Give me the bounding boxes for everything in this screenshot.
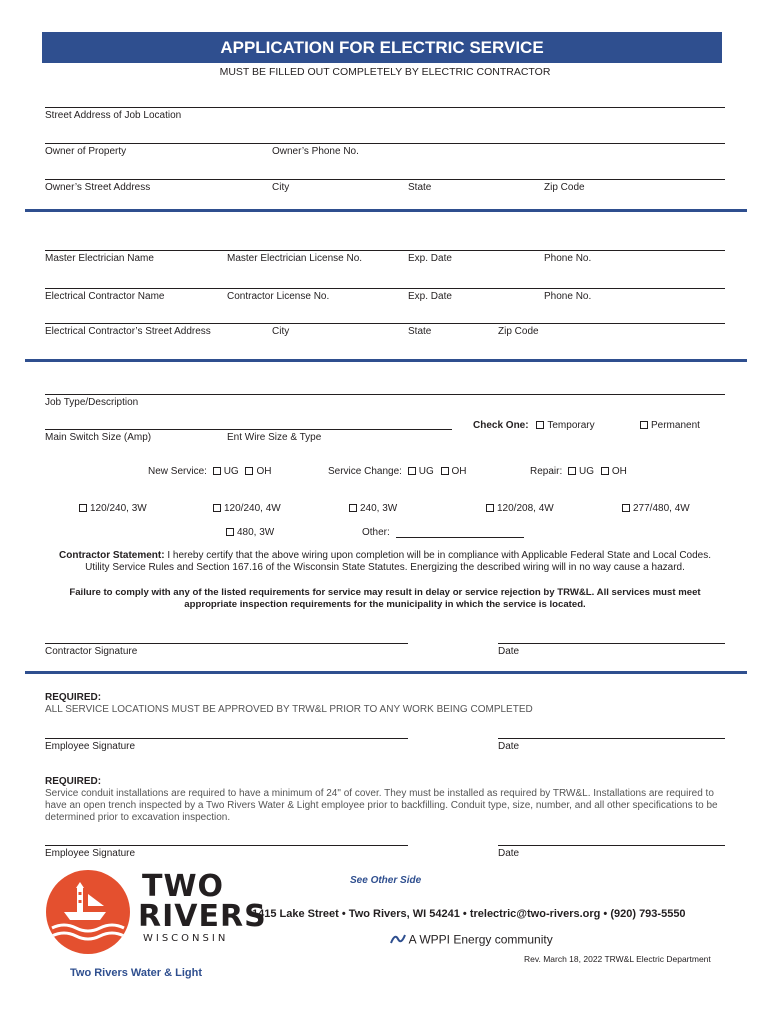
contractor-address-label: Electrical Contractor’s Street Address [45,326,211,337]
owner-street-field[interactable] [45,179,725,180]
employee-signature-label: Employee Signature [45,848,136,859]
voltage-option [349,503,397,514]
master-license-label: Master Electrician License No. [227,253,363,264]
wppi-text: A WPPI Energy community [408,932,553,947]
employee-date-label: Date [498,848,520,859]
contractor-state-label: State [408,326,432,337]
contractor-signature-field[interactable] [45,643,408,644]
failure-notice: appropriate inspection requirements for the municipality in which the service is located. [184,599,586,610]
main-switch-field[interactable] [45,429,452,430]
statement-label: Contractor Statement: [59,550,165,561]
employee-date-label: Date [498,741,520,752]
ug-label: UG [223,466,239,477]
voltage-checkbox[interactable] [213,504,221,512]
contractor-date-field[interactable] [498,643,725,644]
repair-oh-checkbox[interactable] [601,467,609,475]
voltage-checkbox[interactable] [226,528,234,536]
voltage-option [213,503,281,514]
section-divider [25,209,747,212]
master-name-label: Master Electrician Name [45,253,154,264]
main-switch-label: Main Switch Size (Amp) [45,432,152,443]
master-phone-label: Phone No. [544,253,592,264]
street-address-field[interactable] [45,107,725,108]
job-type-label: Job Type/Description [45,397,139,408]
owner-field[interactable] [45,143,725,144]
contractor-address-field[interactable] [45,323,725,324]
section-divider [25,359,747,362]
statement-line: I hereby certify that the above wiring upon completion will be in compliance with Applicable Federal State and Local Codes. [164,550,711,561]
revision-note: Rev. March 18, 2022 TRW&L Electric Department [524,954,711,964]
street-address-label: Street Address of Job Location [45,110,182,121]
required-notice-conduit [45,776,730,824]
owner-state-label: State [408,182,432,193]
contractor-city-label: City [272,326,290,337]
ent-wire-label: Ent Wire Size & Type [227,432,322,443]
voltage-checkbox[interactable] [622,504,630,512]
check-one-label: Check One: [473,420,529,431]
permanent-option [640,420,700,431]
temporary-checkbox[interactable] [536,421,544,429]
voltage-option [79,503,147,514]
new-service-oh-checkbox[interactable] [245,467,253,475]
owner-phone-label: Owner’s Phone No. [272,146,359,157]
contractor-phone-label: Phone No. [544,291,592,302]
logo-rivers: RIVERS [138,899,267,934]
section-divider [25,671,747,674]
statement-line: Utility Service Rules and Section 167.16 of the Wisconsin State Statutes. Energizing the described wiring will in no way cause a hazard. [85,562,685,573]
required-text: ALL SERVICE LOCATIONS MUST BE APPROVED BY TRW&L PRIOR TO ANY WORK BEING COMPLETED [45,704,533,715]
form-subtitle: MUST BE FILLED OUT COMPLETELY BY ELECTRIC CONTRACTOR [219,66,551,78]
employee-signature-field[interactable] [45,845,408,846]
contractor-row-field[interactable] [45,288,725,289]
owner-zip-label: Zip Code [544,182,585,193]
contractor-exp-label: Exp. Date [408,291,452,302]
temporary-label: Temporary [547,420,595,431]
required-notice-approval [45,692,730,716]
contractor-signature-label: Contractor Signature [45,646,138,657]
owner-label: Owner of Property [45,146,127,157]
owner-city-label: City [272,182,290,193]
voltage-checkbox[interactable] [349,504,357,512]
service-change-ug-checkbox[interactable] [408,467,416,475]
wppi-logo-icon [390,932,406,949]
employee-date-field[interactable] [498,738,725,739]
form-title: APPLICATION FOR ELECTRIC SERVICE [42,32,722,63]
new-service-label: New Service: [148,466,207,477]
oh-label: OH [451,466,467,477]
voltage-option [622,503,690,514]
service-change-label: Service Change: [328,466,402,477]
permanent-checkbox[interactable] [640,421,648,429]
contractor-statement [30,550,740,562]
logo-two: TWO [142,869,225,904]
voltage-label: 120/240, 4W [224,503,281,514]
voltage-label: 240, 3W [360,503,398,514]
logo-wisconsin: WISCONSIN [143,933,229,944]
employee-date-field[interactable] [498,845,725,846]
permanent-label: Permanent [651,420,700,431]
contractor-zip-label: Zip Code [498,326,539,337]
contractor-name-label: Electrical Contractor Name [45,291,165,302]
voltage-label: 120/208, 4W [497,503,554,514]
service-change-group [328,466,467,477]
service-change-oh-checkbox[interactable] [441,467,449,475]
new-service-group [148,466,271,477]
repair-ug-checkbox[interactable] [568,467,576,475]
employee-signature-field[interactable] [45,738,408,739]
failure-notice: Failure to comply with any of the listed requirements for service may result in delay or service rejection by TRW&L. All services must meet [69,587,701,598]
oh-label: OH [256,466,272,477]
voltage-option [226,527,274,538]
voltage-label: 277/480, 4W [633,503,690,514]
ug-label: UG [418,466,434,477]
contact-info: 1415 Lake Street • Two Rivers, WI 54241 • trelectric@two-rivers.org • (920) 793-5550 [252,908,686,920]
required-label: REQUIRED: [45,692,102,703]
job-type-field[interactable] [45,394,725,395]
master-exp-label: Exp. Date [408,253,452,264]
repair-group [530,466,627,477]
see-other-side: See Other Side [350,875,422,886]
voltage-label: 120/240, 3W [90,503,147,514]
ug-label: UG [579,466,595,477]
repair-label: Repair: [530,466,563,477]
oh-label: OH [611,466,627,477]
voltage-label: 480, 3W [237,527,275,538]
master-row-field[interactable] [45,250,725,251]
voltage-option [486,503,554,514]
organization-name: Two Rivers Water & Light [70,967,203,979]
required-text: Service conduit installations are required to have a minimum of 24" of cover. They must be installed as required by TRW&L. Installations are required to [45,788,714,799]
check-one-group [473,420,595,431]
voltage-checkbox[interactable] [79,504,87,512]
wppi-badge [390,932,553,949]
contractor-license-label: Contractor License No. [227,291,330,302]
two-rivers-logo-icon [46,870,130,954]
other-voltage-label: Other: [362,527,390,538]
contractor-date-label: Date [498,646,520,657]
required-label: REQUIRED: [45,776,102,787]
employee-signature-label: Employee Signature [45,741,136,752]
voltage-checkbox[interactable] [486,504,494,512]
required-text: have an open trench inspected by a Two Rivers Water & Light employee prior to backfilling. Conduit type, size, number, and all other specifications to be [45,800,718,811]
other-voltage-field[interactable] [396,537,524,538]
new-service-ug-checkbox[interactable] [213,467,221,475]
required-text: determined prior to excavation inspection. [45,812,231,823]
owner-street-label: Owner’s Street Address [45,182,151,193]
